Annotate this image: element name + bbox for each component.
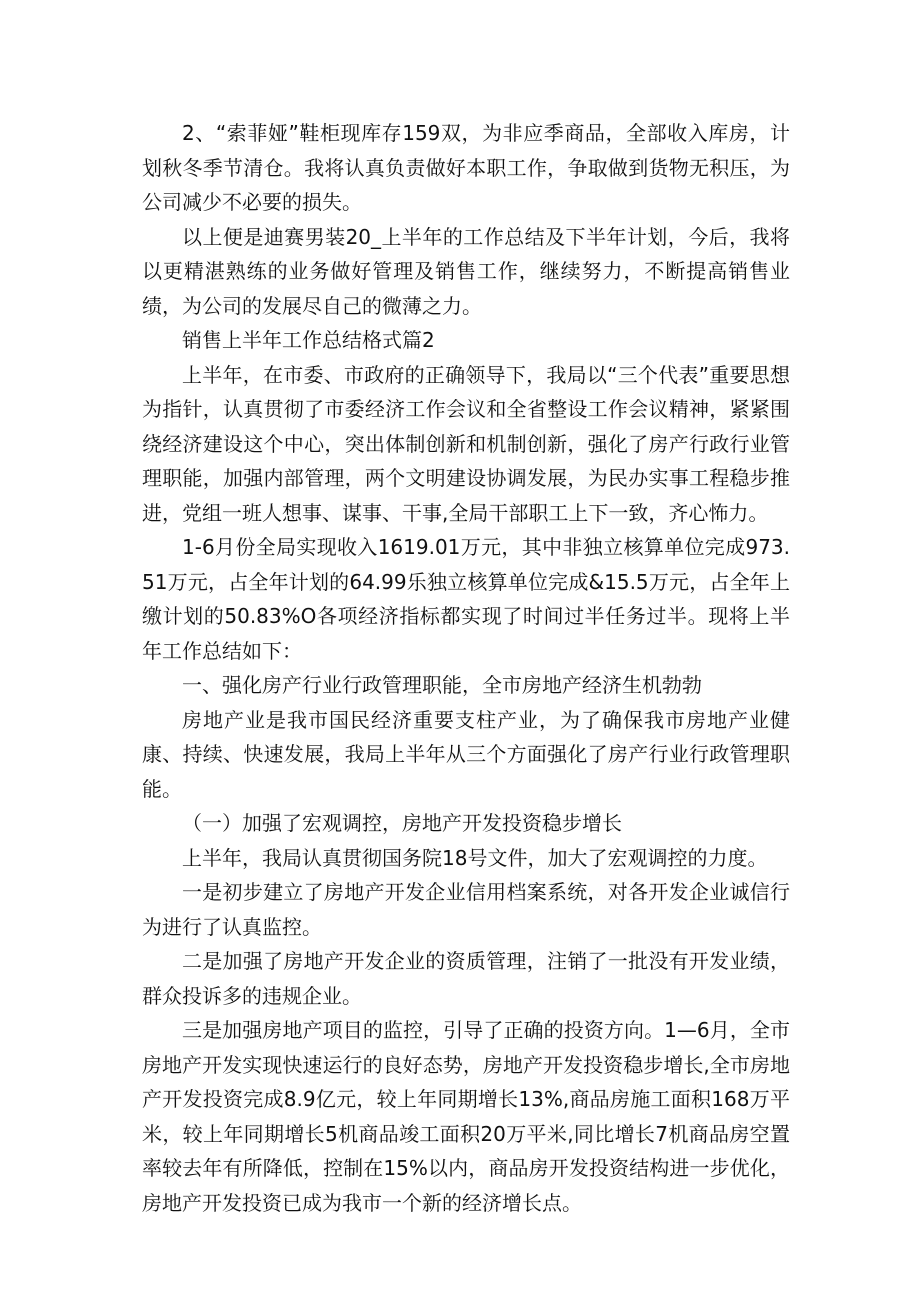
- paragraph-intro-leadership: 上半年，在市委、市政府的正确领导下，我局以“三个代表”重要思想为指针，认真贯彻了市委经济工作会议和全省整设工作会议精神，紧紧围绕经济建设这个中心，突出体制创新和机制创新，强化了房产行政行业管理职能，加强内部管理，两个文明建设协调发展，为民办实事工程稳步推进，党组一班人想事、谋事、干事,全局干部职工上下一致，齐心怖力。: [142, 362, 790, 525]
- section-title-part2: 销售上半年工作总结格式篇2: [182, 328, 435, 352]
- paragraph-revenue-figures: 1-6月份全局实现收入1619.01万元，其中非独立核算单位完成973.51万元，占全年计划的64.99乐独立核算单位完成&15.5万元，占全年上缴计划的50.83%O各项经济指标都实现了时间过半任务过半。现将上半年工作总结如下：: [142, 535, 790, 663]
- paragraph-real-estate-pillar: 房地产业是我市国民经济重要支柱产业，为了确保我市房地产业健康、持续、快速发展，我局上半年从三个方面强化了房产行业行政管理职能。: [142, 707, 790, 801]
- paragraph-credit-archive: 一是初步建立了房地产开发企业信用档案系统，对各开发企业诚信行为进行了认真监控。: [142, 880, 790, 939]
- paragraph-project-monitoring: 三是加强房地产项目的监控，引导了正确的投资方向。1—6月，全市房地产开发实现快速运行的良好态势，房地产开发投资稳步增长,全市房地产开发投资完成8.9亿元，较上年同期增长13%,商品房施工面积168万平米，较上年同期增长5机商品竣工面积20万平米,同比增长7机商品房空置率较去年有所降低，控制在15%以内，商品房开发投资结构进一步优化，房地产开发投资已成为我市一个新的经济增长点。: [142, 1018, 790, 1215]
- subheading-macro-control: （一）加强了宏观调控，房地产开发投资稳步增长: [182, 811, 622, 835]
- document-body: [142, 116, 790, 1220]
- paragraph-shoe-cabinet-stock: 2、“索菲娅”鞋柜现库存159双，为非应季商品，全部收入库房，计划秋冬季节清仓。我将认真负责做好本职工作，争取做到货物无积压，为公司减少不必要的损失。: [142, 121, 790, 214]
- paragraph-state-council-doc: 上半年，我局认真贯彻国务院18号文件，加大了宏观调控的力度。: [182, 845, 768, 870]
- paragraph-summary-closing: 以上便是迪赛男装20_上半年的工作总结及下半年计划，今后，我将以更精湛熟练的业务做好管理及销售工作，继续努力，不断提高销售业绩，为公司的发展尽自己的微薄之力。: [142, 224, 790, 318]
- paragraph-qualification-mgmt: 二是加强了房地产开发企业的资质管理，注销了一批没有开发业绩，群众投诉多的违规企业。: [142, 949, 790, 1008]
- heading-section-one: 一、强化房产行业行政管理职能，全市房地产经济生机勃勃: [182, 673, 702, 697]
